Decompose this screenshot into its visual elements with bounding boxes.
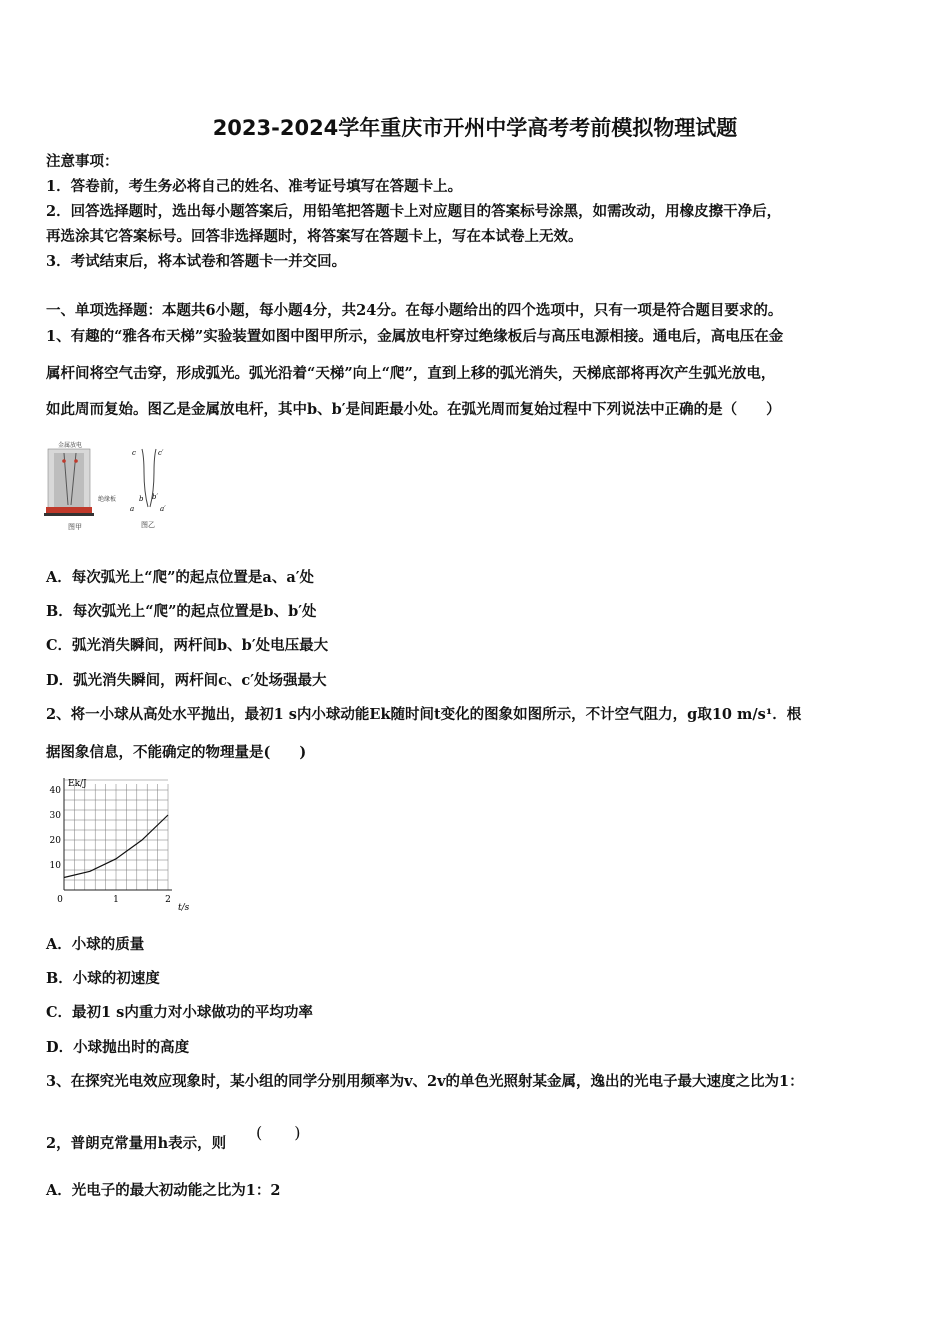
x-tick-label: 2: [165, 895, 171, 905]
y-axis-label: Ek/J: [68, 779, 87, 789]
option-d: D．小球抛出时的高度: [46, 1039, 190, 1056]
notice-item: 3．考试结束后，将本试卷和答题卡一并交回。: [46, 253, 347, 270]
option-c: C．最初1 s内重力对小球做功的平均功率: [46, 1004, 313, 1021]
notice-item: 1．答卷前，考生务必将自己的姓名、准考证号填写在答题卡上。: [46, 178, 463, 195]
option-b: B．每次弧光上“爬”的起点位置是b、b′处: [46, 603, 317, 620]
option-a: A．小球的质量: [46, 936, 145, 953]
question-2-text: 2、将一小球从高处水平抛出，最初1 s内小球动能Ek随时间t变化的图象如图所示，不计空气阻力，g取10 m/s¹．根: [46, 706, 802, 723]
option-a: A．每次弧光上“爬”的起点位置是a、a′处: [46, 569, 315, 586]
y-tick-label: 40: [49, 786, 61, 796]
option-b: B．小球的初速度: [46, 970, 160, 987]
notice-item: 2．回答选择题时，选出每小题答案后，用铅笔把答题卡上对应题目的答案标号涂黑，如需改动，用橡皮擦干净后，: [46, 203, 782, 220]
caption-a: 图甲: [68, 523, 82, 531]
notice-heading: 注意事项：: [46, 153, 119, 170]
base-red: [46, 507, 92, 513]
answer-parentheses: ( ): [256, 1123, 301, 1142]
letter-b-prime: b′: [152, 493, 159, 501]
arc-dot: [62, 459, 66, 463]
apparatus-glass: [54, 453, 84, 507]
question-1-text: 1、有趣的“雅各布天梯”实验装置如图中图甲所示，金属放电杆穿过绝缘板后与高压电源相接。通电后，高电压在金: [46, 328, 784, 345]
question-1-text: 属杆间将空气击穿，形成弧光。弧光沿着“天梯”向上“爬”，直到上移的弧光消失，天梯底部将再次产生弧光放电，: [46, 365, 776, 382]
label-board: 绝缘板: [98, 496, 117, 503]
y-tick-label: 20: [49, 836, 61, 846]
question-3-text: 2，普朗克常量用h表示，则: [46, 1135, 227, 1152]
letter-b: b: [139, 495, 144, 503]
option-a: A．光电子的最大初动能之比为1：2: [46, 1182, 281, 1199]
section-heading: 一、单项选择题：本题共6小题，每小题4分，共24分。在每小题给出的四个选项中，只有一项是符合题目要求的。: [46, 302, 783, 319]
ek-time-chart: [44, 770, 204, 920]
y-tick-label: 10: [49, 861, 61, 871]
x-axis-label: t/s: [178, 903, 190, 913]
y-tick-label: 30: [49, 811, 61, 821]
question-1-text: 如此周而复始。图乙是金属放电杆，其中b、b′是间距最小处。在弧光周而复始过程中下列说法中正确的是（ ）: [46, 401, 781, 418]
notice-item: 再选涂其它答案标号。回答非选择题时，将答案写在答题卡上，写在本试卷上无效。: [46, 228, 583, 245]
base-bottom: [44, 513, 94, 516]
option-d: D．弧光消失瞬间，两杆间c、c′处场强最大: [46, 672, 327, 689]
option-c: C．弧光消失瞬间，两杆间b、b′处电压最大: [46, 637, 329, 654]
x-tick-label: 0: [57, 895, 63, 905]
jacob-ladder-figure: [44, 437, 184, 537]
x-tick-label: 1: [113, 895, 119, 905]
label-rod: 金属放电: [58, 442, 83, 449]
page-title: 2023-2024学年重庆市开州中学高考考前模拟物理试题: [212, 116, 738, 140]
letter-a-prime: a′: [160, 505, 166, 513]
arc-dot: [74, 459, 78, 463]
caption-b: 图乙: [141, 521, 155, 529]
letter-a: a: [130, 505, 135, 513]
letter-c-prime: c′: [158, 449, 164, 457]
question-2-text: 据图象信息，不能确定的物理量是( ): [46, 744, 307, 761]
question-3-text: 3、在探究光电效应现象时，某小组的同学分别用频率为v、2v的单色光照射某金属，逸出的光电子最大速度之比为1：: [46, 1073, 804, 1090]
letter-c: c: [132, 449, 136, 457]
